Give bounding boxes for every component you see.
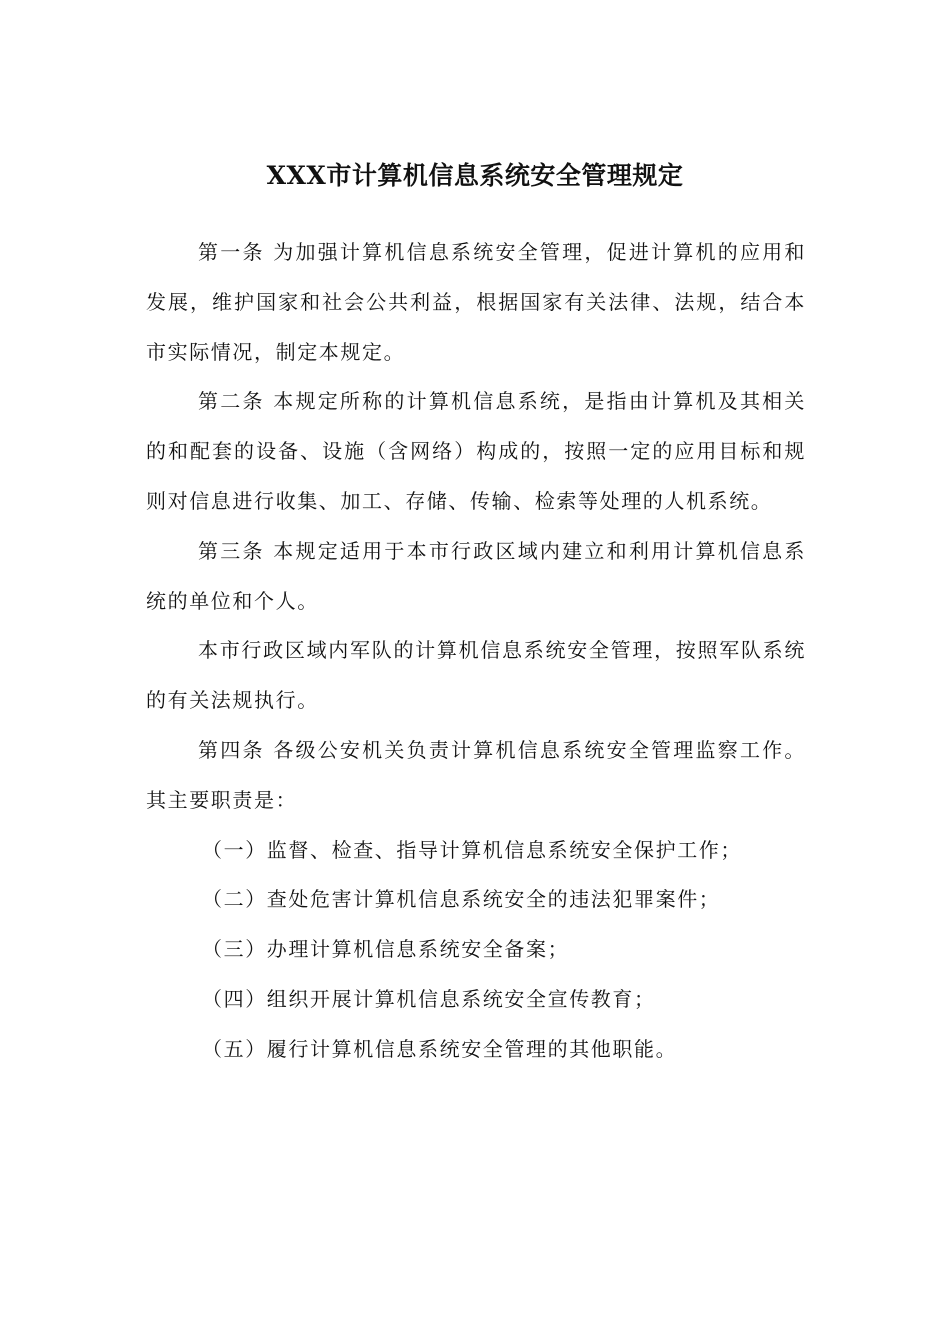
duty-item-2: （二）查处危害计算机信息系统安全的违法犯罪案件；: [202, 887, 721, 912]
military-clause-paragraph: 本市行政区域内军队的计算机信息系统安全管理，按照军队系统的有关法规执行。: [146, 638, 806, 713]
article-4-paragraph: 第四条 各级公安机关负责计算机信息系统安全管理监察工作。其主要职责是：: [146, 737, 806, 812]
document-title: XXX市计算机信息系统安全管理规定: [266, 161, 684, 190]
duty-item-5: （五）履行计算机信息系统安全管理的其他职能。: [202, 1036, 678, 1061]
duty-item-1: （一）监督、检查、指导计算机信息系统安全保护工作；: [202, 837, 742, 862]
duty-item-3: （三）办理计算机信息系统安全备案；: [202, 937, 570, 962]
article-2-paragraph: 第二条 本规定所称的计算机信息系统，是指由计算机及其相关的和配套的设备、设施（含网络）构成的，按照一定的应用目标和规则对信息进行收集、加工、存储、传输、检索等处理的人机系统。: [146, 389, 806, 513]
duty-item-4: （四）组织开展计算机信息系统安全宣传教育；: [202, 986, 656, 1011]
document-body: [146, 228, 806, 1075]
article-3-paragraph: 第三条 本规定适用于本市行政区域内建立和利用计算机信息系统的单位和个人。: [146, 538, 806, 613]
article-1-paragraph: 第一条 为加强计算机信息系统安全管理，促进计算机的应用和发展，维护国家和社会公共利益，根据国家有关法律、法规，结合本市实际情况，制定本规定。: [146, 240, 806, 364]
